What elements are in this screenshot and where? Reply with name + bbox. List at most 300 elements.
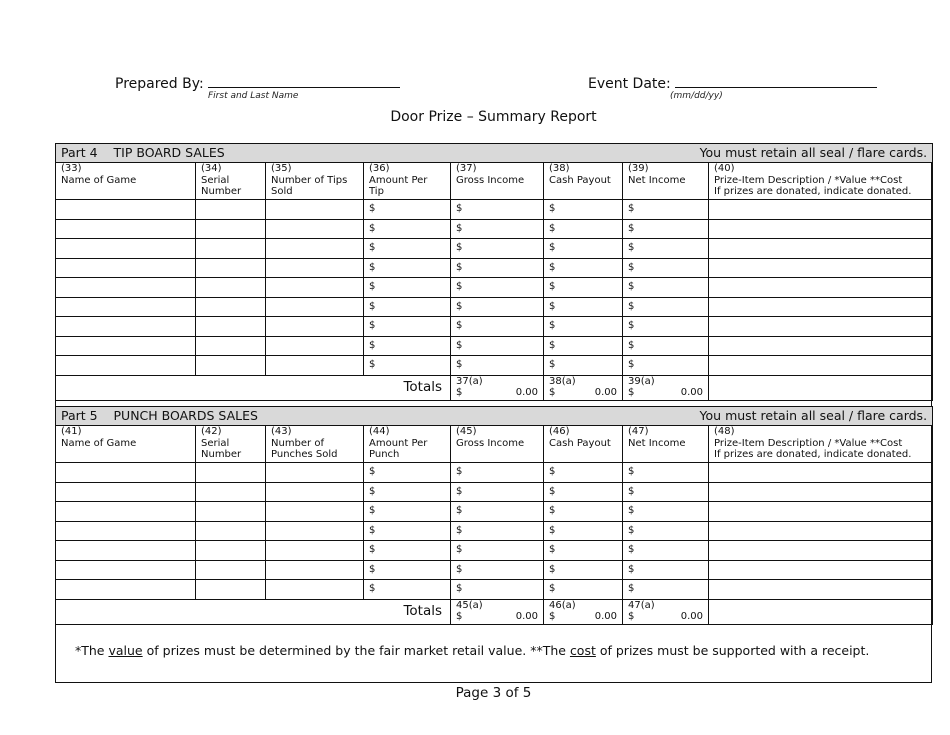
table-cell[interactable] — [196, 560, 266, 580]
currency-symbol: $ — [369, 261, 376, 273]
table-cell[interactable] — [266, 356, 364, 376]
currency-symbol: $ — [549, 261, 556, 273]
table-cell[interactable] — [196, 200, 266, 220]
table-cell[interactable] — [623, 502, 709, 522]
currency-symbol: $ — [549, 320, 556, 331]
currency-symbol: $ — [628, 359, 635, 370]
table-cell[interactable] — [56, 580, 196, 600]
table-cell[interactable] — [364, 239, 451, 259]
currency-symbol: $ — [456, 281, 463, 292]
total-amount — [628, 611, 703, 623]
total-amount — [456, 611, 538, 623]
table-cell[interactable] — [623, 258, 709, 278]
part5-notice: You must retain all seal / flare cards. — [699, 408, 928, 423]
column-title: Name of Game — [61, 174, 137, 186]
table-row — [56, 482, 933, 502]
column-title: Cash Payout — [549, 174, 611, 186]
column-title: Amount Per Punch — [369, 437, 428, 460]
table-cell[interactable] — [266, 239, 364, 259]
table-cell[interactable] — [266, 580, 364, 600]
table-cell[interactable] — [364, 356, 451, 376]
total-amount — [549, 611, 617, 623]
part5-col-header — [196, 426, 266, 463]
column-number: (42) — [201, 426, 222, 437]
currency-symbol: $ — [369, 222, 376, 234]
table-cell[interactable] — [709, 502, 933, 522]
table-cell[interactable] — [544, 502, 623, 522]
currency-symbol: $ — [628, 485, 635, 497]
column-number: (36) — [369, 163, 390, 174]
table-cell[interactable] — [544, 463, 623, 483]
table-cell[interactable] — [623, 482, 709, 502]
table-row — [56, 541, 933, 561]
currency-symbol: $ — [549, 544, 556, 555]
table-row — [56, 317, 933, 337]
total-cell[interactable] — [451, 375, 544, 400]
event-date-label: Event Date: — [588, 76, 671, 92]
table-cell[interactable] — [623, 239, 709, 259]
currency-symbol: $ — [628, 281, 635, 292]
part5-header-bar — [56, 407, 933, 426]
column-title: Serial Number — [201, 437, 242, 460]
table-cell[interactable] — [364, 297, 451, 317]
table-cell[interactable] — [56, 502, 196, 522]
part4-col-header — [709, 163, 933, 200]
currency-symbol: $ — [456, 359, 463, 370]
currency-symbol: $ — [456, 300, 463, 312]
table-cell[interactable] — [544, 482, 623, 502]
table-cell[interactable] — [266, 200, 364, 220]
column-title: Number of Tips Sold — [271, 174, 348, 197]
table-cell[interactable] — [364, 317, 451, 337]
currency-symbol: $ — [549, 339, 556, 351]
table-cell[interactable] — [709, 219, 933, 239]
total-amount — [549, 387, 617, 399]
table-cell[interactable] — [544, 356, 623, 376]
table-cell[interactable] — [266, 541, 364, 561]
part4-col-header — [196, 163, 266, 200]
prepared-by-field[interactable] — [208, 75, 400, 88]
table-cell[interactable] — [56, 541, 196, 561]
table-cell[interactable] — [451, 541, 544, 561]
column-number: (48) — [714, 426, 735, 437]
currency-symbol: $ — [628, 261, 635, 273]
table-cell[interactable] — [544, 521, 623, 541]
table-cell[interactable] — [451, 258, 544, 278]
table-cell[interactable] — [56, 297, 196, 317]
currency-symbol: $ — [549, 203, 556, 214]
total-value: 0.00 — [594, 387, 617, 398]
footnote-part3: of prizes must be supported with a receipt. — [595, 643, 870, 658]
table-cell[interactable] — [451, 336, 544, 356]
part4-col-header — [56, 163, 196, 200]
table-cell[interactable] — [623, 336, 709, 356]
table-row — [56, 278, 933, 298]
table-cell[interactable] — [709, 336, 933, 356]
currency-symbol: $ — [369, 300, 376, 312]
table-cell[interactable] — [364, 482, 451, 502]
currency-symbol: $ — [369, 466, 376, 477]
table-cell[interactable] — [544, 317, 623, 337]
table-cell[interactable] — [623, 200, 709, 220]
table-row — [56, 502, 933, 522]
table-cell[interactable] — [544, 239, 623, 259]
table-cell[interactable] — [709, 580, 933, 600]
currency-symbol: $ — [456, 242, 463, 253]
table-cell[interactable] — [56, 463, 196, 483]
currency-symbol: $ — [456, 611, 463, 622]
table-cell[interactable] — [364, 521, 451, 541]
currency-symbol: $ — [456, 320, 463, 331]
column-number: (41) — [61, 426, 82, 437]
event-date-hint: (mm/dd/yy) — [670, 91, 723, 101]
currency-symbol: $ — [456, 339, 463, 351]
table-cell[interactable] — [56, 336, 196, 356]
table-cell[interactable] — [451, 560, 544, 580]
table-row — [56, 336, 933, 356]
currency-symbol: $ — [369, 505, 376, 516]
total-cell[interactable] — [623, 375, 709, 400]
currency-symbol: $ — [369, 563, 376, 575]
part4-col-header — [451, 163, 544, 200]
part4-notice: You must retain all seal / flare cards. — [699, 145, 928, 160]
page-title: Door Prize – Summary Report — [390, 109, 597, 125]
column-number: (37) — [456, 163, 477, 174]
table-cell[interactable] — [56, 356, 196, 376]
column-number: (33) — [61, 163, 82, 174]
table-cell[interactable] — [266, 317, 364, 337]
table-cell[interactable] — [266, 258, 364, 278]
table-cell[interactable] — [364, 200, 451, 220]
currency-symbol: $ — [628, 222, 635, 234]
table-cell[interactable] — [266, 482, 364, 502]
column-number: (38) — [549, 163, 570, 174]
currency-symbol: $ — [628, 611, 635, 622]
table-cell[interactable] — [266, 463, 364, 483]
currency-symbol: $ — [628, 320, 635, 331]
total-amount — [628, 387, 703, 399]
table-cell[interactable] — [544, 258, 623, 278]
column-number: (43) — [271, 426, 292, 437]
currency-symbol: $ — [456, 563, 463, 575]
currency-symbol: $ — [628, 563, 635, 575]
part5-col-header — [364, 426, 451, 463]
table-cell[interactable] — [709, 463, 933, 483]
table-cell[interactable] — [266, 297, 364, 317]
currency-symbol: $ — [628, 339, 635, 351]
currency-symbol: $ — [456, 222, 463, 234]
part5-column-headers — [56, 426, 933, 463]
footnote — [75, 643, 869, 658]
currency-symbol: $ — [456, 466, 463, 477]
currency-symbol: $ — [369, 339, 376, 351]
part4-col-header — [364, 163, 451, 200]
table-cell[interactable] — [623, 541, 709, 561]
currency-symbol: $ — [369, 485, 376, 497]
table-cell[interactable] — [364, 463, 451, 483]
table-cell[interactable] — [266, 219, 364, 239]
table-cell[interactable] — [451, 239, 544, 259]
table-cell[interactable] — [364, 560, 451, 580]
table-cell[interactable] — [196, 258, 266, 278]
table-row — [56, 580, 933, 600]
table-cell[interactable] — [451, 463, 544, 483]
column-title: Prize-Item Description / *Value **Cost — [714, 437, 903, 449]
currency-symbol: $ — [628, 387, 635, 398]
column-title: Serial Number — [201, 174, 242, 197]
table-cell[interactable] — [709, 482, 933, 502]
table-cell[interactable] — [196, 521, 266, 541]
total-value: 0.00 — [515, 387, 538, 398]
table-cell[interactable] — [56, 482, 196, 502]
column-title: Prize-Item Description / *Value **Cost — [714, 174, 903, 186]
table-cell[interactable] — [623, 356, 709, 376]
table-cell[interactable] — [451, 502, 544, 522]
table-cell[interactable] — [709, 200, 933, 220]
tip-board-sales-table — [55, 143, 933, 401]
table-cell[interactable] — [709, 521, 933, 541]
table-cell[interactable] — [544, 336, 623, 356]
currency-symbol: $ — [549, 485, 556, 497]
table-cell[interactable] — [709, 278, 933, 298]
total-cell[interactable] — [451, 599, 544, 624]
column-number: (47) — [628, 426, 649, 437]
currency-symbol: $ — [628, 300, 635, 312]
table-cell[interactable] — [196, 541, 266, 561]
table-row — [56, 521, 933, 541]
currency-symbol: $ — [549, 563, 556, 575]
table-cell[interactable] — [266, 521, 364, 541]
table-row — [56, 219, 933, 239]
table-cell[interactable] — [196, 317, 266, 337]
table-cell[interactable] — [196, 482, 266, 502]
table-cell[interactable] — [451, 200, 544, 220]
table-cell[interactable] — [623, 278, 709, 298]
total-value: 0.00 — [680, 611, 703, 622]
currency-symbol: $ — [628, 583, 635, 594]
currency-symbol: $ — [369, 544, 376, 555]
table-cell[interactable] — [196, 297, 266, 317]
column-note: If prizes are donated, indicate donated. — [714, 186, 912, 197]
table-cell[interactable] — [451, 580, 544, 600]
part4-column-headers — [56, 163, 933, 200]
part5-title: PUNCH BOARDS SALES — [113, 408, 258, 423]
total-ref: 47(a) — [628, 599, 655, 611]
table-cell[interactable] — [451, 317, 544, 337]
footnote-part1: *The — [75, 643, 109, 658]
part4-header-bar — [56, 144, 933, 163]
part5-col-header — [623, 426, 709, 463]
currency-symbol: $ — [549, 359, 556, 370]
total-ref: 46(a) — [549, 599, 576, 611]
column-number: (35) — [271, 163, 292, 174]
table-cell[interactable] — [56, 258, 196, 278]
currency-symbol: $ — [549, 281, 556, 292]
table-cell[interactable] — [266, 560, 364, 580]
table-cell[interactable] — [623, 560, 709, 580]
currency-symbol: $ — [549, 524, 556, 536]
table-cell[interactable] — [709, 541, 933, 561]
table-cell[interactable] — [266, 278, 364, 298]
column-number: (46) — [549, 426, 570, 437]
table-row — [56, 200, 933, 220]
table-cell[interactable] — [623, 219, 709, 239]
column-number: (40) — [714, 163, 735, 174]
currency-symbol: $ — [549, 611, 556, 622]
column-title: Name of Game — [61, 437, 137, 449]
currency-symbol: $ — [456, 583, 463, 594]
table-cell[interactable] — [196, 356, 266, 376]
table-cell[interactable] — [266, 502, 364, 522]
table-cell[interactable] — [451, 521, 544, 541]
total-ref: 38(a) — [549, 375, 576, 387]
table-cell[interactable] — [623, 317, 709, 337]
table-cell[interactable] — [709, 258, 933, 278]
table-cell[interactable] — [56, 239, 196, 259]
table-cell[interactable] — [364, 258, 451, 278]
part4-col-header — [266, 163, 364, 200]
currency-symbol: $ — [456, 203, 463, 214]
total-cell[interactable] — [544, 599, 623, 624]
total-cell[interactable] — [544, 375, 623, 400]
footnote-cost-word: cost — [569, 643, 596, 658]
footnote-value-word: value — [108, 643, 143, 658]
table-cell[interactable] — [544, 560, 623, 580]
table-cell[interactable] — [196, 502, 266, 522]
total-ref: 39(a) — [628, 375, 655, 387]
table-cell[interactable] — [544, 541, 623, 561]
total-ref: 45(a) — [456, 599, 483, 611]
totals-row — [56, 375, 933, 400]
part4-col-header — [623, 163, 709, 200]
table-cell[interactable] — [196, 239, 266, 259]
table-cell[interactable] — [364, 580, 451, 600]
table-cell[interactable] — [709, 297, 933, 317]
table-cell[interactable] — [451, 219, 544, 239]
part5-col-header — [709, 426, 933, 463]
currency-symbol: $ — [369, 359, 376, 370]
column-note: If prizes are donated, indicate donated. — [714, 449, 912, 460]
column-title: Gross Income — [456, 437, 525, 449]
currency-symbol: $ — [456, 544, 463, 555]
currency-symbol: $ — [549, 387, 556, 398]
part5-col-header — [56, 426, 196, 463]
table-cell[interactable] — [56, 200, 196, 220]
table-cell[interactable] — [623, 463, 709, 483]
total-cell-blank — [709, 375, 933, 400]
table-cell[interactable] — [544, 200, 623, 220]
column-number: (45) — [456, 426, 477, 437]
column-number: (44) — [369, 426, 390, 437]
column-title: Gross Income — [456, 174, 525, 186]
currency-symbol: $ — [549, 300, 556, 312]
table-cell[interactable] — [266, 336, 364, 356]
currency-symbol: $ — [549, 583, 556, 594]
table-cell[interactable] — [56, 560, 196, 580]
table-cell[interactable] — [709, 560, 933, 580]
table-cell[interactable] — [544, 219, 623, 239]
table-cell[interactable] — [544, 580, 623, 600]
table-cell[interactable] — [364, 502, 451, 522]
total-amount — [456, 387, 538, 399]
table-cell[interactable] — [364, 336, 451, 356]
table-row — [56, 463, 933, 483]
total-ref: 37(a) — [456, 375, 483, 387]
currency-symbol: $ — [549, 242, 556, 253]
table-cell[interactable] — [196, 463, 266, 483]
table-cell[interactable] — [451, 482, 544, 502]
currency-symbol: $ — [628, 242, 635, 253]
table-cell[interactable] — [544, 297, 623, 317]
part5-col-header — [266, 426, 364, 463]
part4-col-header — [544, 163, 623, 200]
table-cell[interactable] — [451, 278, 544, 298]
totals-row — [56, 599, 933, 624]
table-cell[interactable] — [623, 580, 709, 600]
currency-symbol: $ — [369, 320, 376, 331]
table-cell[interactable] — [56, 219, 196, 239]
total-value: 0.00 — [680, 387, 703, 398]
table-row — [56, 560, 933, 580]
currency-symbol: $ — [369, 281, 376, 292]
total-value: 0.00 — [594, 611, 617, 622]
table-cell[interactable] — [56, 521, 196, 541]
table-cell[interactable] — [451, 356, 544, 376]
currency-symbol: $ — [549, 505, 556, 516]
table-cell[interactable] — [709, 317, 933, 337]
table-row — [56, 356, 933, 376]
table-cell[interactable] — [56, 317, 196, 337]
table-cell[interactable] — [196, 580, 266, 600]
table-cell[interactable] — [56, 278, 196, 298]
column-title: Amount Per Tip — [369, 174, 428, 197]
table-cell[interactable] — [364, 219, 451, 239]
table-cell[interactable] — [623, 521, 709, 541]
table-cell[interactable] — [451, 297, 544, 317]
prepared-by-hint: First and Last Name — [208, 91, 299, 101]
table-cell[interactable] — [544, 278, 623, 298]
footnote-part2: of prizes must be determined by the fair market retail value. **The — [142, 643, 570, 658]
currency-symbol: $ — [456, 505, 463, 516]
currency-symbol: $ — [549, 466, 556, 477]
part4-title: TIP BOARD SALES — [113, 145, 225, 160]
table-cell[interactable] — [709, 239, 933, 259]
currency-symbol: $ — [369, 203, 376, 214]
currency-symbol: $ — [549, 222, 556, 234]
table-cell[interactable] — [364, 541, 451, 561]
totals-label: Totals — [56, 375, 451, 400]
column-title: Number of Punches Sold — [271, 437, 338, 460]
column-title: Net Income — [628, 174, 686, 186]
page-number: Page 3 of 5 — [455, 685, 532, 701]
table-cell[interactable] — [709, 356, 933, 376]
table-cell[interactable] — [196, 336, 266, 356]
currency-symbol: $ — [628, 466, 635, 477]
event-date-field[interactable] — [675, 75, 877, 88]
currency-symbol: $ — [456, 485, 463, 497]
currency-symbol: $ — [628, 524, 635, 536]
table-cell[interactable] — [364, 278, 451, 298]
totals-label: Totals — [56, 599, 451, 624]
currency-symbol: $ — [369, 583, 376, 594]
total-cell[interactable] — [623, 599, 709, 624]
column-number: (34) — [201, 163, 222, 174]
table-cell[interactable] — [623, 297, 709, 317]
currency-symbol: $ — [456, 387, 463, 398]
column-title: Cash Payout — [549, 437, 611, 449]
table-cell[interactable] — [196, 278, 266, 298]
table-cell[interactable] — [196, 219, 266, 239]
